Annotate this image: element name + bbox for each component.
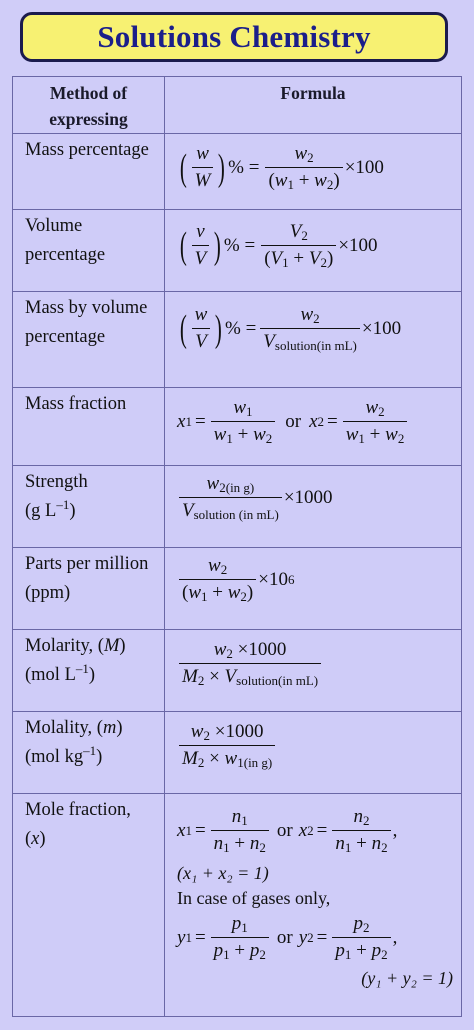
gases-note: In case of gases only, (177, 888, 331, 908)
row-label: Molality, (m) (mol $kg^{-1}$) (13, 712, 165, 794)
subscript-solution: solution(in mL) (274, 338, 357, 353)
header-method (13, 77, 165, 134)
formula-cell (165, 794, 462, 1017)
times-100: ×100 (361, 317, 402, 339)
percent-eq: % = (223, 234, 256, 256)
subscript-1g: 1(in g) (237, 755, 273, 770)
row-label: Strength (g $L^{-1}$) (13, 466, 165, 548)
times-1000: ×1000 (283, 486, 333, 508)
or-text: or (285, 410, 302, 432)
row-label: Mass fraction (13, 388, 165, 466)
header-row (13, 77, 462, 134)
table-row (13, 388, 462, 466)
formula-volume-percentage: ( $\frac{v}{V}$ ) % = $\frac{V_2}{(V_1 + V_2)}$ ×100 (179, 221, 378, 270)
formula-cell (165, 548, 462, 630)
formula-mass-by-volume: ( $\frac{w}{V}$ ) % = $\frac{w_2}{V_{solution(in mL)}}$ ×100 (179, 304, 402, 353)
header-formula-label: Formula (280, 83, 346, 103)
formula-mole-fraction-gas: y 1 = $\frac{p_1}{p_1 + p_2}$ or y 2 = $\frac{p_2}{p_1 + p_2}$ , (177, 913, 398, 962)
row-label: Volume percentage (13, 210, 165, 292)
table-row (13, 466, 462, 548)
row-label: Mole fraction, (x) (13, 794, 165, 1017)
table-row (13, 630, 462, 712)
page-title: Solutions Chemistry (20, 12, 448, 62)
formula-mass-fraction: x 1 = $\frac{w_1}{w_1 + w_2}$ or x 2 = $\frac{w_2}{w_1 + w_2}$ (177, 397, 461, 446)
table-row (13, 794, 462, 1017)
formula-cell (165, 292, 462, 388)
subscript-2g: 2(in g) (219, 480, 255, 495)
subscript-solution: solution (in mL) (193, 507, 279, 522)
subscript-solution: solution(in mL) (236, 673, 319, 688)
formula-strength: $\frac{w_{2(in g)}}{V_{solution (in mL)}}$ ×1000 (177, 473, 461, 522)
table-row (13, 292, 462, 388)
table-row (13, 210, 462, 292)
row-label: Molarity, (M) (mol $L^{-1}$) (13, 630, 165, 712)
formula-table (12, 76, 462, 1017)
table-row (13, 712, 462, 794)
percent-eq: % = (225, 317, 257, 339)
times-100: ×100 (338, 234, 378, 256)
formula-cell (165, 210, 462, 292)
header-method-label: Method of expressing (49, 83, 128, 129)
table-row (13, 548, 462, 630)
formula-mass-percentage: ( $\frac{w}{W}$ ) % = $\frac{w_2}{(w_1 + w_2)}$ ×100 (179, 143, 384, 192)
formula-molality: $\frac{w_2 \times 1000}{M_2 \times w_{1(in g)}}$ (177, 721, 461, 770)
table-row (13, 134, 462, 210)
formula-cell (165, 712, 462, 794)
or-text: or (276, 926, 293, 948)
formula-cell (165, 388, 462, 466)
formula-ppm: $\frac{w_2}{(w_1 + w_2)}$ ×10 6 (177, 555, 461, 604)
percent-eq: % = (228, 156, 260, 178)
formula-mole-fraction: x 1 = $\frac{n_1}{n_1 + n_2}$ or x 2 = $\frac{n_2}{n_1 + n_2}$ , (177, 806, 398, 855)
or-text: or (276, 819, 293, 841)
sum-note-x: (x₁ + x₂ = 1) (177, 863, 269, 883)
times-100: ×100 (344, 156, 384, 178)
header-formula (165, 77, 462, 134)
formula-cell (165, 134, 462, 210)
row-label: Parts per million (ppm) (13, 548, 165, 630)
row-label: Mass percentage (13, 134, 165, 210)
sum-note-y: (y₁ + y₂ = 1) (361, 968, 453, 988)
formula-molarity: $\frac{w_2 \times 1000}{M_2 \times V_{solution(in mL)}}$ (177, 639, 461, 688)
formula-cell (165, 630, 462, 712)
row-label: Mass by volume percentage (13, 292, 165, 388)
formula-cell (165, 466, 462, 548)
